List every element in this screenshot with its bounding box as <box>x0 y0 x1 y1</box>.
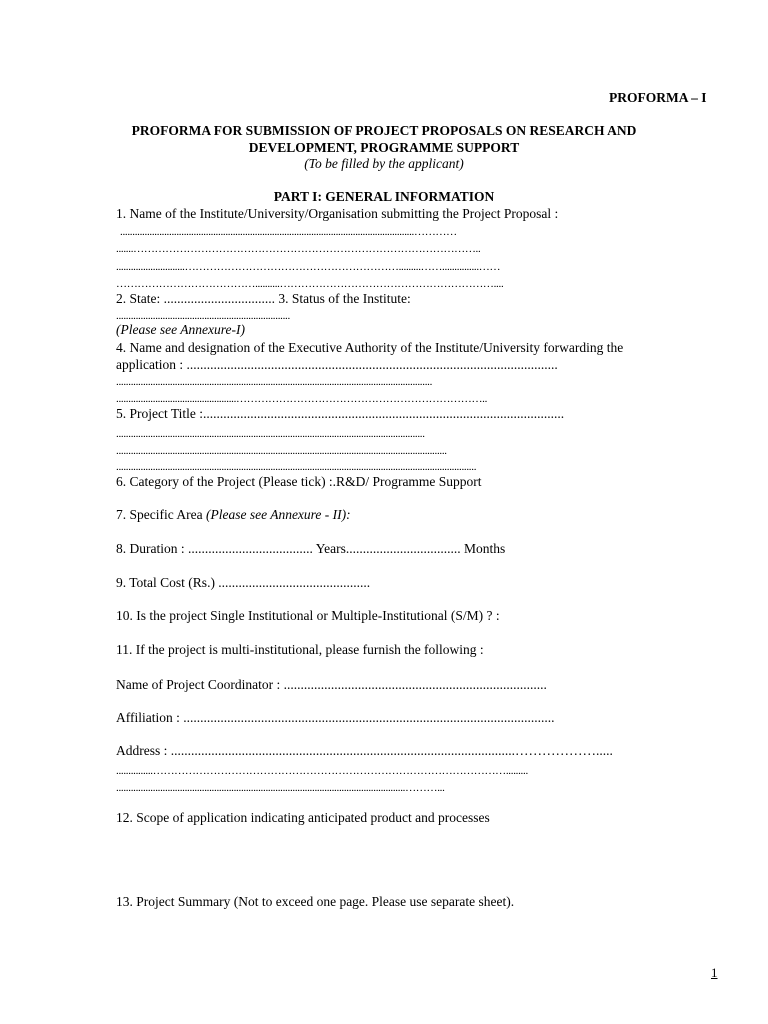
page-number: 1 <box>711 965 718 980</box>
question-2-3: 2. State: ................................. 3. Status of the Institute: <box>116 291 411 306</box>
question-10: 10. Is the project Single Institutional or Multiple-Institutional (S/M) ? : <box>116 608 500 623</box>
question-7-annexure-note: (Please see Annexure - II): <box>205 507 351 522</box>
part-heading: PART I: GENERAL INFORMATION <box>273 189 495 204</box>
address-fill-line-2: ......................................................................................................................………... <box>116 782 445 794</box>
question-8: 8. Duration : ..................................... Years.................................. Months <box>116 541 506 556</box>
question-5-fill-line-3: ................................................................................................................................................... <box>116 461 477 473</box>
title-line-1: PROFORMA FOR SUBMISSION OF PROJECT PROPOSALS ON RESEARCH AND <box>131 123 637 138</box>
address-fill-line-1: ...............………………………………………………………………………………………......... <box>116 765 528 777</box>
question-5-fill-line-1: .............................................................................................................................. <box>116 428 425 440</box>
question-1-fill-line-4: …………………………………..........…………………………………………………….... <box>116 278 504 290</box>
question-11: 11. If the project is multi-institutional, please furnish the following : <box>116 642 484 657</box>
question-6: 6. Category of the Project (Please tick) :.R&D/ Programme Support <box>116 474 482 489</box>
question-1-fill-line-3: ............................…………………………………………………….........……...............…… <box>116 261 501 273</box>
question-5: 5. Project Title :........................................................................................................... <box>116 406 565 421</box>
proforma-tag: PROFORMA – I <box>609 90 707 105</box>
question-7 <box>116 507 351 523</box>
question-1-fill-line-1: ........................................................................................................................………… <box>120 226 457 238</box>
question-12: 12. Scope of application indicating anticipated product and processes <box>116 810 490 825</box>
question-4-line-2: application : .............................................................................................................. <box>116 357 558 372</box>
question-1-fill-line-2: .......…………………………………………………………………………………….. <box>116 243 481 255</box>
question-4-fill-line-2: .................................................…………………………………………………………….. <box>116 393 488 405</box>
address: Address : ......................................................................................................………………..... <box>116 743 613 758</box>
question-9: 9. Total Cost (Rs.) ............................................. <box>116 575 371 590</box>
affiliation: Affiliation : .............................................................................................................. <box>116 710 555 725</box>
annexure-1-note: (Please see Annexure-I) <box>116 322 245 337</box>
question-5-fill-line-2: ....................................................................................................................................... <box>116 445 447 457</box>
question-4-line-1: 4. Name and designation of the Executive Authority of the Institute/University forwarding the <box>116 340 624 355</box>
project-coordinator: Name of Project Coordinator : .............................................................................. <box>116 677 547 692</box>
title-line-2: DEVELOPMENT, PROGRAMME SUPPORT <box>248 140 520 155</box>
question-4-fill-line-1: ................................................................................................................................. <box>116 376 433 388</box>
question-3-fill-line: ....................................................................... <box>116 310 290 322</box>
question-13: 13. Project Summary (Not to exceed one page. Please use separate sheet). <box>116 894 515 909</box>
question-7-label: 7. Specific Area <box>116 507 206 522</box>
subtitle: (To be filled by the applicant) <box>304 156 464 171</box>
question-1: 1. Name of the Institute/University/Organisation submitting the Project Proposal : <box>116 206 559 221</box>
